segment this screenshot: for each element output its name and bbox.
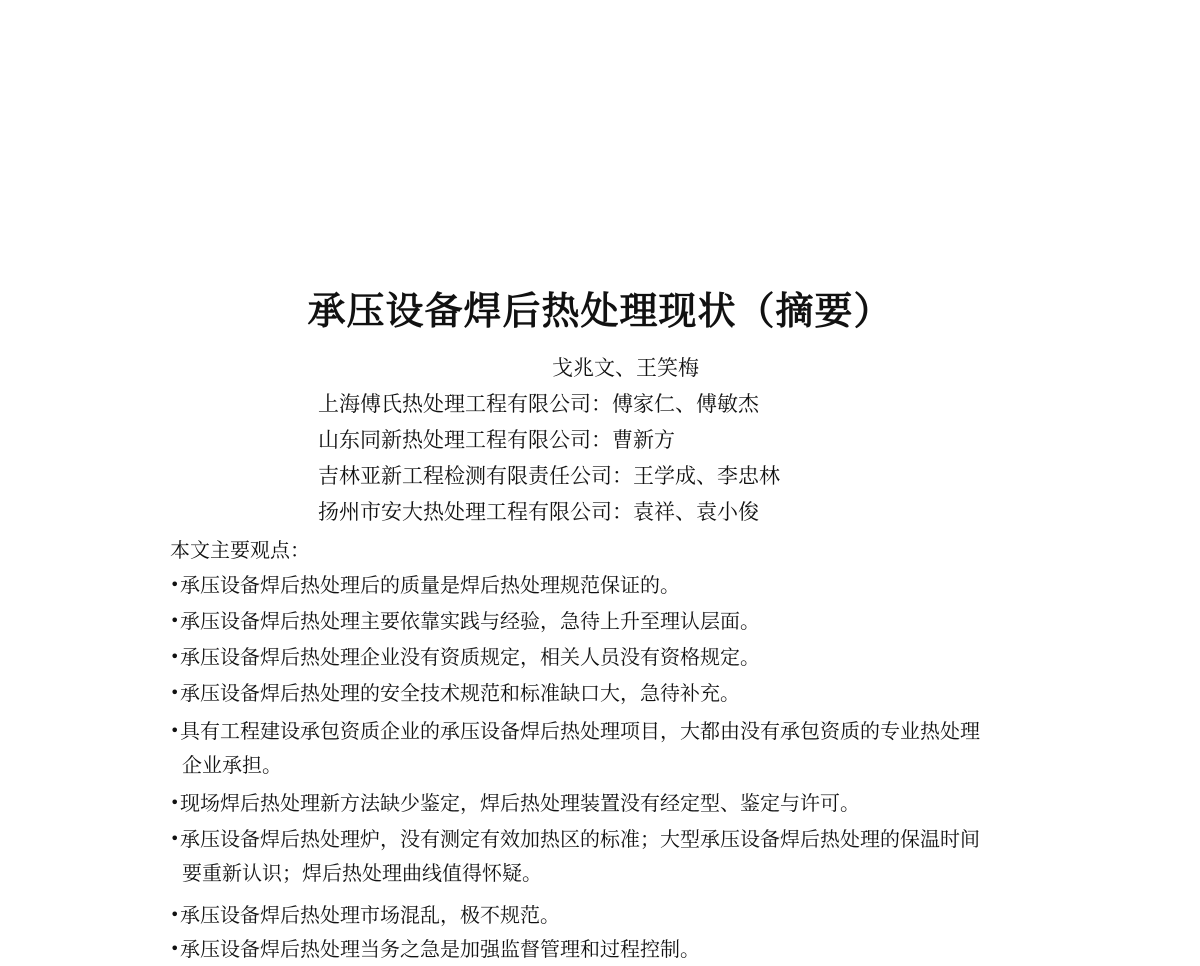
bullet-marker: • [170,647,180,666]
bullet-point [170,640,1095,674]
bullet-point [170,822,1095,890]
affiliation-line: 上海傅氏热处理工程有限公司：傅家仁、傅敏杰 [318,392,759,416]
bullet-marker: • [170,575,180,594]
bullet-point [170,714,1095,782]
bullet-point [170,676,1095,710]
authors-line: 戈兆文、王笑梅 [552,356,699,380]
bullet-point [170,898,1095,932]
bullet-text-continuation: 要重新认识；焊后热处理曲线值得怀疑。 [182,861,542,885]
bullet-text: 具有工程建设承包资质企业的承压设备焊后热处理项目，大都由没有承包资质的专业热处理 [180,719,980,743]
bullet-text: 承压设备焊后热处理的安全技术规范和标准缺口大，急待补充。 [180,681,740,705]
bullet-text: 承压设备焊后热处理后的质量是焊后热处理规范保证的。 [180,573,680,597]
intro-heading: 本文主要观点： [170,538,310,562]
bullet-text: 承压设备焊后热处理炉，没有测定有效加热区的标准；大型承压设备焊后热处理的保温时间 [180,827,980,851]
bullet-marker: • [170,611,180,630]
document-title-text: 承压设备焊后热处理现状（摘要） [307,288,893,333]
bullet-point [170,568,1095,602]
bullet-text-continuation: 企业承担。 [182,753,282,777]
affiliation-line: 扬州市安大热处理工程有限公司：袁祥、袁小俊 [318,500,759,524]
bullet-point [170,604,1095,638]
bullet-marker: • [170,683,180,702]
bullet-text: 承压设备焊后热处理市场混乱，极不规范。 [180,903,560,927]
bullet-marker: • [170,829,180,848]
bullet-text: 承压设备焊后热处理企业没有资质规定，相关人员没有资格规定。 [180,645,760,669]
document-title [0,284,1200,338]
bullet-text: 承压设备焊后热处理当务之急是加强监督管理和过程控制。 [180,937,700,961]
bullet-marker: • [170,793,180,812]
affiliation-line: 山东同新热处理工程有限公司：曹新方 [318,428,675,452]
affiliation-line: 吉林亚新工程检测有限责任公司：王学成、李忠林 [318,464,780,488]
bullet-marker: • [170,939,180,958]
bullet-text: 承压设备焊后热处理主要依靠实践与经验，急待上升至理认层面。 [180,609,760,633]
bullet-marker: • [170,905,180,924]
bullet-text: 现场焊后热处理新方法缺少鉴定，焊后热处理装置没有经定型、鉴定与许可。 [180,791,860,815]
bullet-point [170,786,1095,820]
bullet-marker: • [170,721,180,740]
bullet-point [170,932,1095,966]
